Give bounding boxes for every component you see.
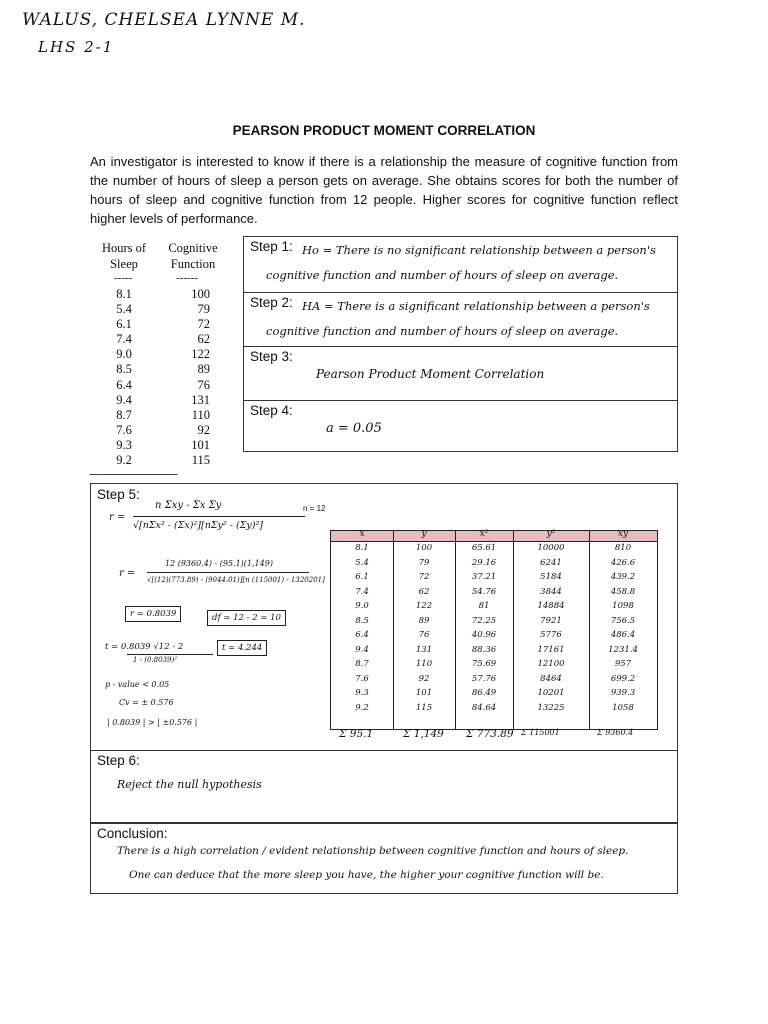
table-cell: 76	[418, 630, 430, 640]
table-cell: 5776	[540, 630, 562, 640]
student-section: LHS 2-1	[38, 38, 115, 56]
table-cell: 54.76	[471, 586, 497, 597]
column-sum: Σ 773.89	[466, 728, 514, 740]
calc-denominator: √[(12)(773.89) - (9044.01)][n (115001) - 1320201]	[147, 576, 325, 584]
table-cell: 72	[418, 572, 430, 582]
table-cell: 439.2	[610, 572, 636, 582]
column-header: y	[421, 529, 427, 539]
step-1-row	[244, 237, 677, 292]
table-cell: 5.4	[355, 557, 369, 568]
table-cell: 1231.4	[608, 644, 638, 655]
step-2-alt-hypothesis: HA = There is a significant relationship between a person's	[302, 299, 650, 313]
table-cell: 5184	[540, 572, 562, 582]
column-divider	[513, 531, 514, 729]
table-cell: 8.5	[355, 615, 369, 626]
table-cell: 10201	[537, 688, 565, 698]
step-6-decision: Reject the null hypothesis	[117, 778, 262, 791]
column-divider	[393, 531, 394, 729]
table-cell: 86.49	[471, 688, 497, 698]
column-sum: Σ 1,149	[403, 728, 444, 740]
table-cell: 6.1	[355, 572, 369, 582]
data-row	[92, 423, 242, 438]
t-fraction-bar	[127, 654, 213, 655]
table-cell: 810	[614, 543, 632, 553]
table-cell: 101	[415, 688, 433, 698]
table-cell: 131	[415, 644, 433, 655]
column-sum: Σ 95.1	[339, 728, 374, 740]
comparison: | 0.8039 | > | ±0.576 |	[107, 718, 198, 727]
table-cell: 699.2	[610, 673, 636, 684]
table-cell: 8.7	[355, 659, 369, 669]
step-5-label: Step 5:	[97, 487, 140, 502]
table-cell: 486.4	[610, 630, 636, 640]
table-cell: 7921	[540, 615, 562, 626]
step-4-alpha: a = 0.05	[326, 421, 382, 436]
data-row	[92, 438, 242, 453]
column-header: xy	[617, 529, 629, 539]
cognitive-header-line2: Function	[170, 257, 216, 271]
sample-size: n = 12	[303, 504, 326, 513]
p-value: p - value < 0.05	[105, 680, 170, 689]
step-6-label: Step 6:	[97, 753, 140, 768]
table-cell: 100	[415, 543, 433, 553]
column-divider	[455, 531, 456, 729]
hours-value: 8.7	[116, 407, 132, 422]
table-cell: 115	[415, 702, 433, 713]
cognitive-value: 76	[197, 377, 210, 392]
table-cell: 81	[478, 601, 490, 611]
table-cell: 426.6	[610, 557, 636, 568]
hours-value: 8.1	[116, 287, 132, 301]
cognitive-value: 92	[197, 422, 210, 437]
calc-fraction-bar	[147, 572, 309, 573]
table-cell: 13225	[537, 702, 565, 713]
step-1-null-hypothesis: Ho = There is no significant relationship between a person's	[302, 243, 656, 257]
hours-value: 9.4	[116, 392, 132, 407]
table-cell: 957	[614, 659, 632, 669]
data-row	[92, 393, 242, 408]
table-cell: 3844	[540, 586, 562, 597]
table-cell: 75.69	[471, 659, 497, 669]
hours-value: 6.4	[116, 377, 132, 392]
hours-header-line1: Hours of	[101, 241, 147, 255]
column-sum: Σ 9360.4	[597, 728, 634, 737]
formula-denominator: √[nΣx² - (Σx)²][nΣy² - (Σy)²]	[133, 520, 263, 531]
table-cell: 122	[415, 601, 433, 611]
data-row	[92, 347, 242, 362]
table-cell: 84.64	[471, 702, 497, 713]
table-cell: 110	[415, 659, 433, 669]
cognitive-value: 115	[191, 453, 210, 468]
hours-value: 6.1	[116, 317, 132, 332]
step-6-box	[90, 750, 678, 824]
cognitive-value: 79	[197, 302, 210, 317]
hours-value: 9.3	[116, 437, 132, 452]
table-cell: 37.21	[471, 572, 497, 582]
table-cell: 29.16	[471, 557, 497, 568]
table-cell: 9.2	[355, 702, 369, 713]
column-header: x²	[479, 529, 489, 539]
table-cell: 57.76	[471, 673, 497, 684]
data-row	[92, 362, 242, 377]
step-3-test: Pearson Product Moment Correlation	[316, 367, 545, 381]
table-cell: 8.1	[355, 543, 369, 553]
table-cell: 9.3	[355, 688, 369, 698]
step-2-row	[244, 292, 677, 347]
table-cell: 65.61	[471, 543, 497, 553]
r-result-box: r = 0.8039	[125, 606, 181, 622]
conclusion-line-1: There is a high correlation / evident relationship between cognitive function and hours of sleep.	[117, 845, 629, 857]
steps-1-4-box	[243, 236, 678, 452]
cognitive-value: 72	[197, 317, 210, 332]
cognitive-value: 122	[191, 347, 210, 362]
table-cell: 9.4	[355, 644, 369, 655]
formula-numerator: n Σxy - Σx Σy	[155, 500, 222, 511]
hours-value: 9.0	[116, 347, 132, 362]
computation-table	[330, 530, 658, 730]
table-cell: 6241	[540, 557, 562, 568]
data-row	[92, 378, 242, 393]
t-formula-numerator: t = 0.8039 √12 - 2	[105, 642, 184, 652]
cognitive-value: 131	[191, 392, 210, 407]
cognitive-value: 100	[191, 287, 210, 301]
computation-table-header	[331, 531, 657, 542]
hours-value: 8.5	[116, 362, 132, 377]
cognitive-header-line1: Cognitive	[168, 241, 218, 255]
conclusion-label: Conclusion:	[97, 826, 168, 841]
hours-value: 5.4	[116, 302, 132, 317]
conclusion-line-2: One can deduce that the more sleep you have, the higher your cognitive function will be.	[129, 869, 604, 881]
calc-numerator: 12 (9360.4) - (95.1)(1,149)	[165, 559, 273, 568]
cognitive-value: 110	[191, 407, 210, 422]
step-5-box	[90, 483, 678, 751]
step-4-row	[244, 400, 677, 453]
t-result-box: t = 4.244	[217, 640, 267, 656]
data-row	[92, 287, 242, 302]
data-row	[92, 317, 242, 332]
data-row	[92, 453, 242, 468]
step-3-label: Step 3:	[250, 349, 293, 364]
t-formula-denominator: 1 - (0.8039)²	[133, 656, 178, 664]
table-cell: 7.4	[355, 586, 369, 597]
table-cell: 939.3	[610, 688, 636, 698]
conclusion-box	[90, 822, 678, 894]
step-1-label: Step 1:	[250, 239, 293, 254]
table-cell: 458.8	[610, 586, 636, 597]
table-cell: 72.25	[471, 615, 497, 626]
table-cell: 92	[418, 673, 430, 684]
table-bottom-rule: ---------------------------------	[89, 468, 177, 480]
hours-value: 7.4	[116, 332, 132, 347]
table-cell: 9.0	[355, 601, 369, 611]
table-cell: 62	[418, 586, 430, 597]
column-header: y²	[546, 529, 556, 539]
column-divider	[589, 531, 590, 729]
cognitive-value: 89	[197, 362, 210, 377]
hours-value: 7.6	[116, 422, 132, 437]
table-cell: 12100	[537, 659, 565, 669]
step-1-null-hypothesis-cont: cognitive function and number of hours of sleep on average.	[266, 268, 619, 282]
df-box: df = 12 - 2 = 10	[207, 610, 286, 626]
step-2-label: Step 2:	[250, 295, 293, 310]
critical-value: Cv = ± 0.576	[119, 698, 174, 707]
student-name: WALUS, CHELSEA LYNNE M.	[22, 10, 306, 30]
table-cell: 756.5	[610, 615, 636, 626]
data-rows	[92, 287, 242, 468]
column-sum: Σ 115001	[521, 728, 560, 737]
hours-header-dashes: -----	[114, 272, 133, 284]
step-3-row	[244, 346, 677, 401]
table-cell: 7.6	[355, 673, 369, 684]
data-row	[92, 408, 242, 423]
formula-fraction-bar	[133, 516, 305, 517]
table-cell: 8464	[540, 673, 562, 684]
table-cell: 40.96	[471, 630, 497, 640]
data-row	[92, 332, 242, 347]
table-cell: 88.36	[471, 644, 497, 655]
cognitive-value: 101	[191, 437, 210, 452]
problem-statement: An investigator is interested to know if there is a relationship the measure of cognitive function from the number of hours of sleep a person gets on average. She obtains scores for both the number of hours of sleep and cognitive function from 12 people. Higher scores for cognitive function reflect higher levels of performance.	[90, 154, 678, 226]
table-cell: 6.4	[355, 630, 369, 640]
data-row	[92, 302, 242, 317]
table-cell: 89	[418, 615, 430, 626]
cognitive-value: 62	[197, 332, 210, 347]
table-cell: 10000	[537, 543, 565, 553]
step-2-alt-hypothesis-cont: cognitive function and number of hours of sleep on average.	[266, 324, 619, 338]
table-cell: 79	[418, 557, 430, 568]
table-cell: 17161	[537, 644, 565, 655]
document-title: PEARSON PRODUCT MOMENT CORRELATION	[232, 123, 536, 138]
r-label: r =	[109, 512, 126, 523]
hours-header-line2: Sleep	[110, 257, 138, 271]
table-cell: 14884	[537, 601, 565, 611]
r-label-2: r =	[119, 568, 136, 579]
hours-value: 9.2	[116, 453, 132, 468]
table-cell: 1098	[612, 601, 634, 611]
column-header: x	[359, 529, 365, 539]
table-cell: 1058	[612, 702, 634, 713]
step-4-label: Step 4:	[250, 403, 293, 418]
cognitive-header-dashes: ------	[176, 272, 198, 284]
